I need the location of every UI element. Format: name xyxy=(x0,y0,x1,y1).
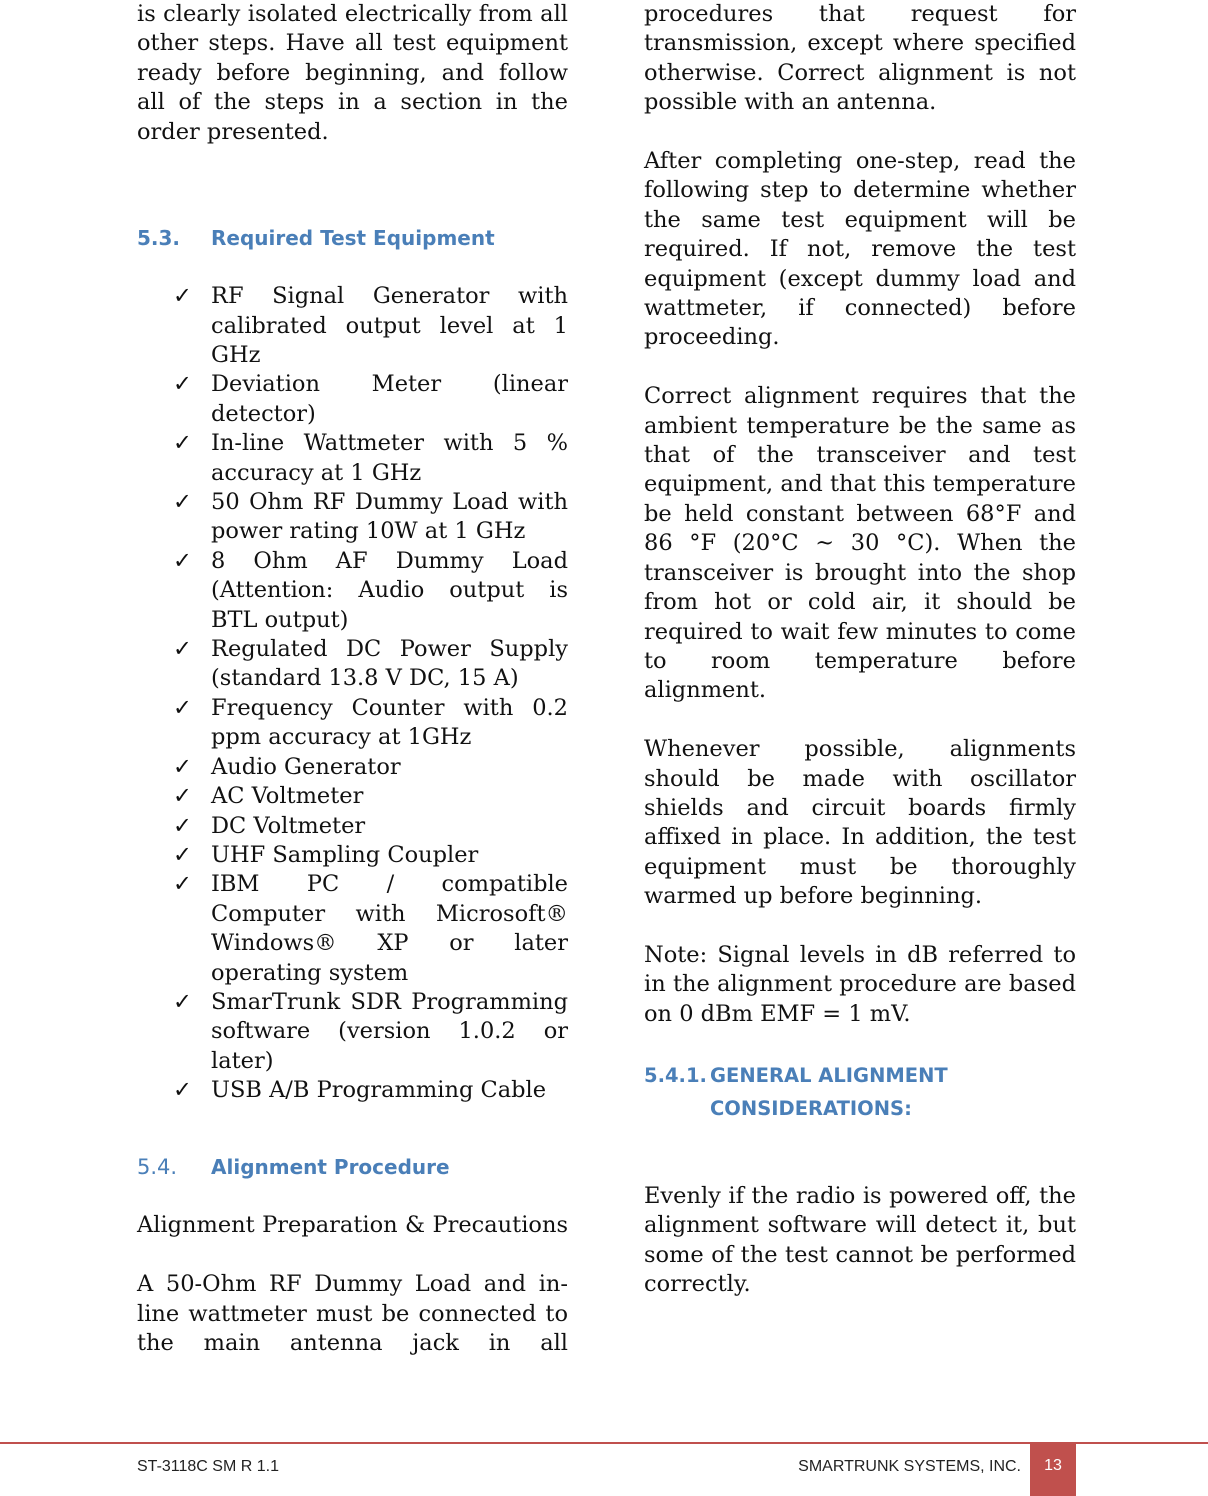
list-item xyxy=(137,694,568,753)
section-title-line1: GENERAL ALIGNMENT xyxy=(710,1063,948,1087)
paragraph: Correct alignment requires that the ambient temperature be the same as that of the transceiver and test equipment, and that this temperature be held constant between 68°F and 86 °F (20°C ~ 30 °C). When the transceiver is brought into the shop from hot or cold air, it should be required to wait few minutes to come to room temperature before alignment. xyxy=(644,383,1076,704)
list-item-text: RF Signal Generator with calibrated output level at 1 GHz xyxy=(211,283,568,369)
section-heading-5-4 xyxy=(137,1153,568,1182)
prep-paragraph: A 50-Ohm RF Dummy Load and in-line wattmeter must be connected to the main antenna jack in all xyxy=(137,1271,568,1356)
equipment-list xyxy=(137,282,568,1105)
list-item xyxy=(137,870,568,988)
section-number: 5.4. xyxy=(137,1154,178,1179)
list-item xyxy=(137,488,568,547)
left-column xyxy=(137,0,568,1358)
section-title-line2: CONSIDERATIONS: xyxy=(710,1096,912,1120)
section-title: Required Test Equipment xyxy=(211,225,495,250)
list-item xyxy=(137,429,568,488)
list-item xyxy=(137,812,568,841)
section-heading-5-3 xyxy=(137,224,568,253)
paragraph: procedures that request for transmission, except where specified otherwise. Correct alignment is not possible with an antenna. xyxy=(644,1,1076,116)
document-id: ST-3118C SM R 1.1 xyxy=(137,1458,279,1475)
checkmark-icon: ✓ xyxy=(173,636,192,663)
checkmark-icon: ✓ xyxy=(173,753,192,780)
checkmark-icon: ✓ xyxy=(173,812,192,839)
list-item xyxy=(137,282,568,370)
list-item-text: DC Voltmeter xyxy=(211,812,366,839)
paragraph: After completing one-step, read the following step to determine whether the same test equipment will be required. If not, remove the test equipment (except dummy load and wattmeter, if connected) before proceeding. xyxy=(644,148,1076,351)
list-item xyxy=(137,635,568,694)
list-item-text: SmarTrunk SDR Programming software (version 1.0.2 or later) xyxy=(211,988,568,1074)
list-item-text: UHF Sampling Coupler xyxy=(211,841,479,868)
list-item-text: AC Voltmeter xyxy=(211,783,364,810)
list-item-text: IBM PC / compatible Computer with Microsoft® Windows® XP or later operating system xyxy=(211,871,568,986)
list-item-text: Regulated DC Power Supply (standard 13.8 V DC, 15 A) xyxy=(211,636,568,692)
list-item-text: Audio Generator xyxy=(211,753,401,780)
checkmark-icon: ✓ xyxy=(173,871,192,898)
checkmark-icon: ✓ xyxy=(173,783,192,810)
right-column xyxy=(644,0,1076,1300)
paragraph: Evenly if the radio is powered off, the alignment software will detect it, but some of the test cannot be performed correctly. xyxy=(644,1182,1076,1298)
section-number: 5.4.1. xyxy=(644,1063,707,1087)
list-item-text: In-line Wattmeter with 5 % accuracy at 1 GHz xyxy=(211,430,568,486)
intro-paragraph: is clearly isolated electrically from all other steps. Have all test equipment ready before beginning, and follow all of the steps in a section in the order presented. xyxy=(137,1,568,145)
checkmark-icon: ✓ xyxy=(173,988,192,1015)
list-item xyxy=(137,753,568,782)
list-item xyxy=(137,370,568,429)
company-name: SMARTRUNK SYSTEMS, INC. xyxy=(798,1458,1021,1475)
list-item-text: Deviation Meter (linear detector) xyxy=(211,371,568,427)
list-item xyxy=(137,547,568,635)
checkmark-icon: ✓ xyxy=(173,547,192,574)
note-paragraph: Note: Signal levels in dB referred to in the alignment procedure are based on 0 dBm EMF = 1 mV. xyxy=(644,941,1076,1027)
list-item-text: 50 Ohm RF Dummy Load with power rating 10W at 1 GHz xyxy=(211,489,568,545)
section-number: 5.3. xyxy=(137,225,181,250)
checkmark-icon: ✓ xyxy=(173,1077,192,1104)
list-item xyxy=(137,988,568,1076)
paragraph: Whenever possible, alignments should be made with oscillator shields and circuit boards firmly affixed in place. In addition, the test equipment must be thoroughly warmed up before beginning. xyxy=(644,736,1076,910)
checkmark-icon: ✓ xyxy=(173,694,192,721)
section-heading-5-4-1 xyxy=(644,1059,1076,1125)
section-title: Alignment Procedure xyxy=(211,1154,450,1179)
checkmark-icon: ✓ xyxy=(173,430,192,457)
checkmark-icon: ✓ xyxy=(173,283,192,310)
page-number: 13 xyxy=(1030,1444,1076,1496)
list-item xyxy=(137,782,568,811)
prep-heading: Alignment Preparation & Precautions xyxy=(137,1212,568,1239)
list-item xyxy=(137,841,568,870)
list-item-text: Frequency Counter with 0.2 ppm accuracy at 1GHz xyxy=(211,694,568,751)
list-item-text: USB A/B Programming Cable xyxy=(211,1077,547,1104)
checkmark-icon: ✓ xyxy=(173,841,192,868)
page-footer xyxy=(0,1444,1208,1496)
list-item xyxy=(137,1076,568,1105)
checkmark-icon: ✓ xyxy=(173,489,192,516)
checkmark-icon: ✓ xyxy=(173,371,192,398)
list-item-text: 8 Ohm AF Dummy Load (Attention: Audio output is BTL output) xyxy=(211,547,568,633)
